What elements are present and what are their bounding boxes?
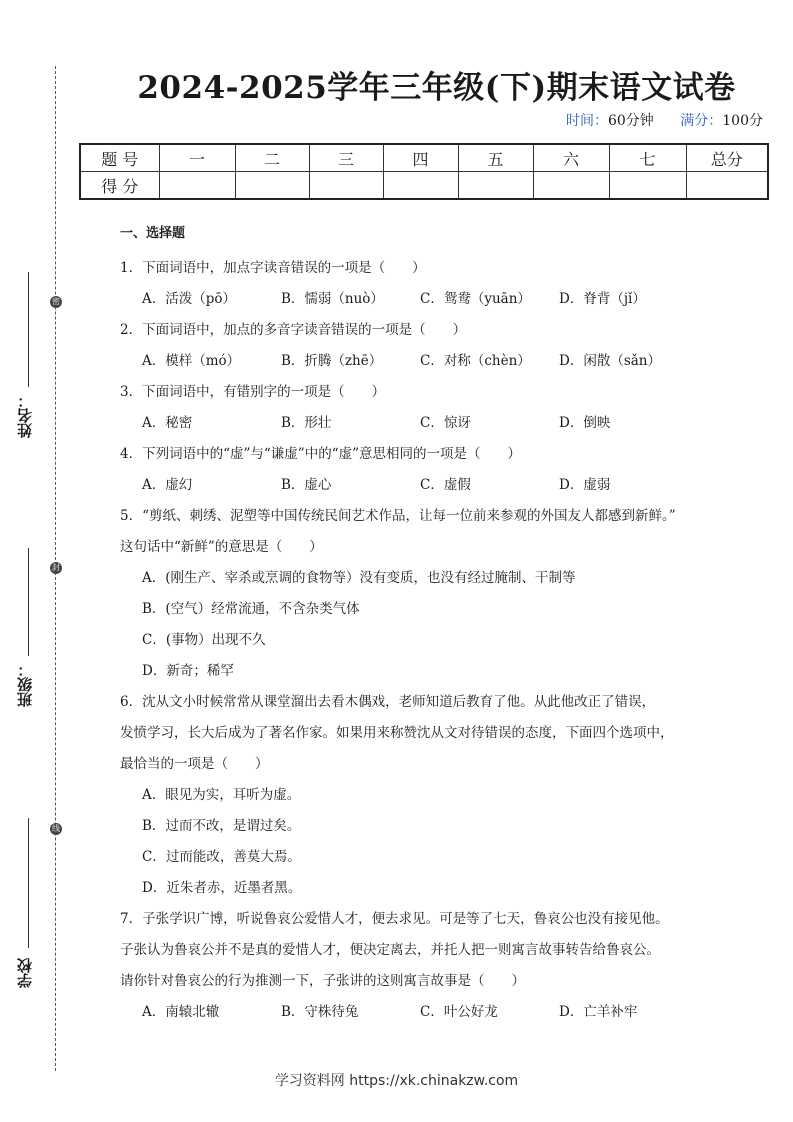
exam-meta <box>544 110 763 130</box>
option-d[interactable]: D．脊背（jǐ） <box>559 291 646 307</box>
option-a[interactable]: A．活泼（pō） <box>142 291 237 307</box>
option-c[interactable]: C．虚假 <box>420 477 471 493</box>
score-header-cell: 题 号 <box>80 144 159 172</box>
score-header-cell: 总分 <box>686 144 768 172</box>
score-header-cell: 三 <box>309 144 383 172</box>
option-c[interactable]: C．对称（chèn） <box>420 353 531 369</box>
score-table-score-row <box>80 172 768 200</box>
option-d[interactable]: D．闲散（sǎn） <box>559 353 661 369</box>
section-heading: 一、选择题 <box>120 226 186 241</box>
option-a[interactable]: A．模样（mó） <box>142 353 241 369</box>
score-cell[interactable] <box>609 172 686 200</box>
score-header-cell: 二 <box>235 144 309 172</box>
school-input-line[interactable] <box>28 818 29 948</box>
question-6-stem-line-3: 最恰当的一项是（ ） <box>120 756 269 772</box>
option-d[interactable]: D．倒映 <box>559 415 611 431</box>
option-b[interactable]: B．形壮 <box>281 415 332 431</box>
score-cell[interactable] <box>533 172 609 200</box>
score-header-cell: 五 <box>458 144 533 172</box>
option-a[interactable]: A．眼见为实，耳听为虚。 <box>142 787 301 803</box>
option-d[interactable]: D．新奇；稀罕 <box>142 663 234 679</box>
seal-mark-xian: 线 <box>52 824 60 833</box>
option-c[interactable]: C．叶公好龙 <box>420 1004 498 1020</box>
score-cell[interactable] <box>235 172 309 200</box>
question-4-options <box>120 470 770 501</box>
footer-watermark: 学习资料网 https://xk.chinakzw.com <box>274 1073 519 1089</box>
score-table <box>79 143 769 200</box>
score-cell[interactable] <box>159 172 235 200</box>
time-label: 时间：60分钟 <box>565 113 654 129</box>
score-cell[interactable] <box>458 172 533 200</box>
option-d[interactable]: D．近朱者赤，近墨者黑。 <box>142 880 302 896</box>
class-input-line[interactable] <box>28 548 29 656</box>
question-5-stem-line-2: 这句话中“新鲜”的意思是（ ） <box>120 539 323 555</box>
full-score-label: 满分：100分 <box>680 113 763 129</box>
name-label: 姓名： <box>16 393 34 438</box>
name-input-line[interactable] <box>28 272 29 387</box>
option-c[interactable]: C．鸳鸯（yuān） <box>420 291 531 307</box>
question-1-options <box>120 284 770 315</box>
question-7-stem-line-3: 请你针对鲁哀公的行为推测一下，子张讲的这则寓言故事是（ ） <box>120 973 525 989</box>
option-a[interactable]: A．秘密 <box>142 415 193 431</box>
option-d[interactable]: D．虚弱 <box>559 477 611 493</box>
score-row-label: 得 分 <box>80 172 159 200</box>
option-b[interactable]: B．过而不改，是谓过矣。 <box>142 818 301 834</box>
option-b[interactable]: B．折腾（zhē） <box>281 353 383 369</box>
school-label: 学校 <box>16 958 34 988</box>
score-header-cell: 四 <box>383 144 458 172</box>
option-c[interactable]: C．(事物）出现不久 <box>142 632 266 648</box>
score-cell[interactable] <box>383 172 458 200</box>
question-7-stem-line-2: 子张认为鲁哀公并不是真的爱惜人才，便决定离去，并托人把一则寓言故事转告给鲁哀公。 <box>120 942 660 958</box>
score-header-cell: 一 <box>159 144 235 172</box>
score-table-header-row <box>80 144 768 172</box>
score-header-cell: 六 <box>533 144 609 172</box>
option-b[interactable]: B．(空气）经常流通，不含杂类气体 <box>142 601 360 617</box>
score-cell[interactable] <box>686 172 768 200</box>
question-3-options <box>120 408 770 439</box>
question-1-stem: 1．下面词语中，加点字读音错误的一项是（ ） <box>120 260 426 276</box>
option-b[interactable]: B．虚心 <box>281 477 332 493</box>
option-b[interactable]: B．懦弱（nuò） <box>281 291 384 307</box>
question-7-options <box>120 997 770 1028</box>
question-5-stem-line-1: 5．“剪纸、刺绣、泥塑等中国传统民间艺术作品，让每一位前来参观的外国友人都感到新鲜。” <box>120 508 676 524</box>
option-b[interactable]: B．守株待兔 <box>281 1004 359 1020</box>
option-a[interactable]: A．(刚生产、宰杀或烹调的食物等）没有变质，也没有经过腌制、干制等 <box>142 570 576 586</box>
question-2-stem: 2．下面词语中，加点的多音字读音错误的一项是（ ） <box>120 322 467 338</box>
seal-mark-mi: 密 <box>52 297 60 306</box>
seal-mark-feng: 封 <box>52 563 60 572</box>
option-a[interactable]: A．南辕北辙 <box>142 1004 220 1020</box>
exam-title: 2024-2025学年三年级(下)期末语文试卷 <box>137 70 736 106</box>
question-6-stem-line-2: 发愤学习，长大后成为了著名作家。如果用来称赞沈从文对待错误的态度，下面四个选项中， <box>120 725 674 741</box>
question-6-stem-line-1: 6．沈从文小时候常常从课堂溜出去看木偶戏，老师知道后教育了他。从此他改正了错误， <box>120 694 656 710</box>
question-4-stem: 4．下列词语中的“虚”与“谦虚”中的“虚”意思相同的一项是（ ） <box>120 446 521 462</box>
question-3-stem: 3．下面词语中，有错别字的一项是（ ） <box>120 384 386 400</box>
option-c[interactable]: C．过而能改，善莫大焉。 <box>142 849 301 865</box>
option-a[interactable]: A．虚幻 <box>142 477 193 493</box>
question-7-stem-line-1: 7．子张学识广博，听说鲁哀公爱惜人才，便去求见。可是等了七天，鲁哀公也没有接见他。 <box>120 911 669 927</box>
binding-margin <box>0 0 80 1122</box>
option-d[interactable]: D．亡羊补牢 <box>559 1004 638 1020</box>
question-2-options <box>120 346 770 377</box>
score-header-cell: 七 <box>609 144 686 172</box>
option-c[interactable]: C．惊讶 <box>420 415 471 431</box>
question-list <box>120 222 770 1028</box>
score-cell[interactable] <box>309 172 383 200</box>
class-label: 班级： <box>16 662 34 707</box>
